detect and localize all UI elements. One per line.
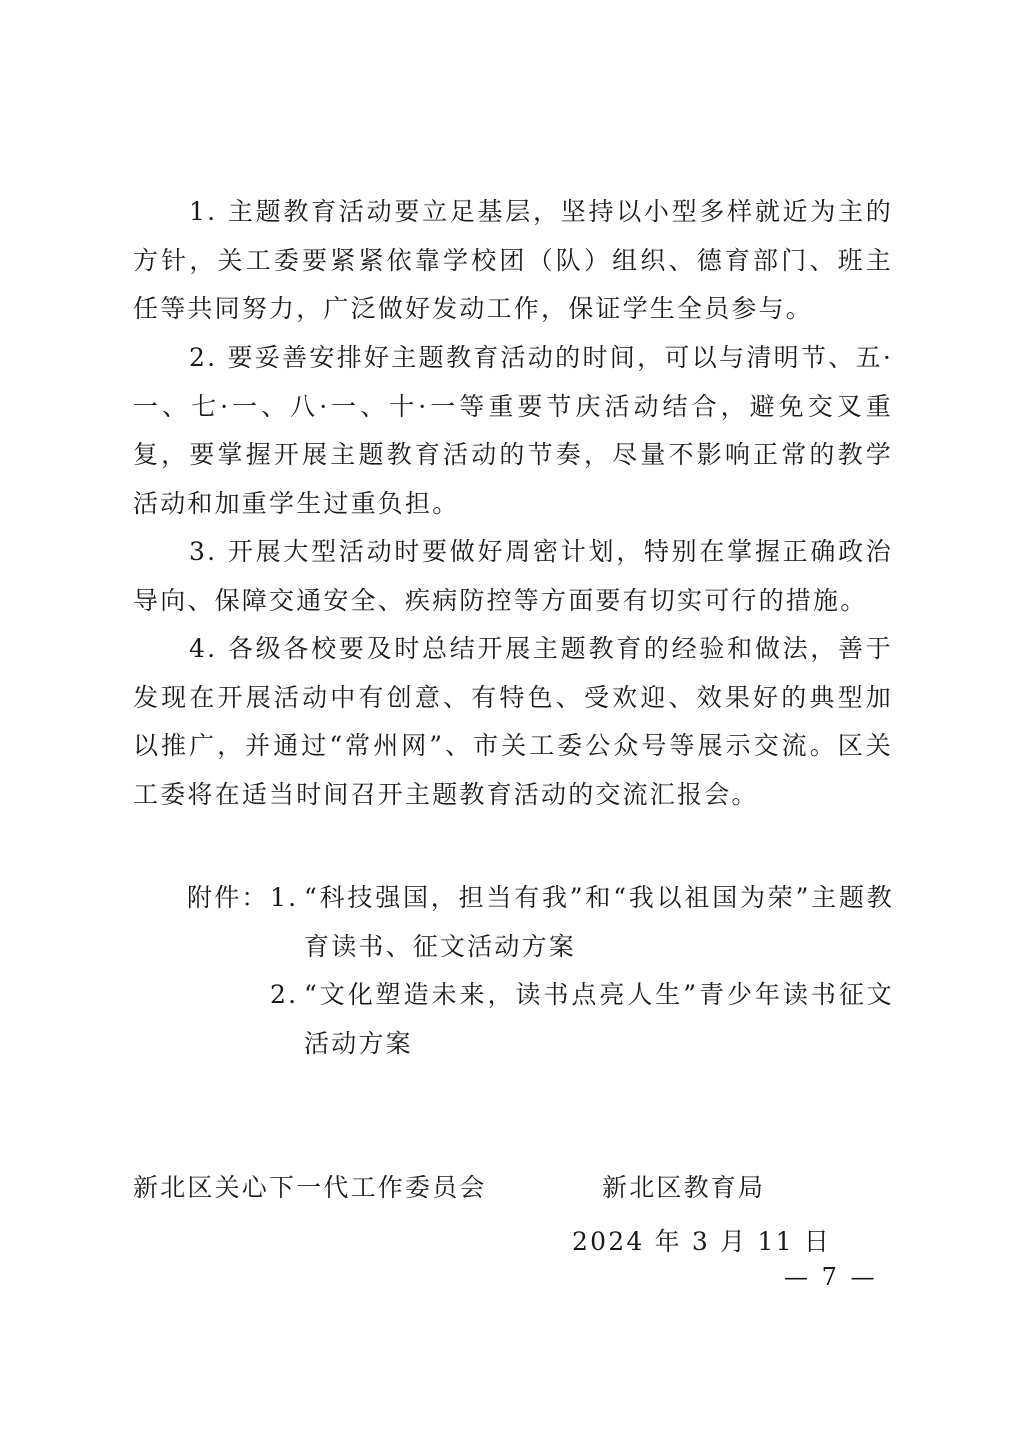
issuing-organization-2: 新北区教育局 (602, 1173, 766, 1202)
paragraph-4: 4. 各级各校要及时总结开展主题教育的经验和做法，善于发现在开展活动中有创意、有特色、受欢迎、效果好的典型加以推广，并通过“常州网”、市关工委公众号等展示交流。区关工委将在适当时间召开主题教育活动的交流汇报会。 (133, 634, 893, 809)
attachments-label: 附件： (187, 883, 269, 912)
attachment-number: 1. (270, 883, 299, 912)
issue-date: 2024 年 3 月 11 日 (572, 1227, 832, 1256)
paragraph-3: 3. 开展大型活动时要做好周密计划，特别在掌握正确政治导向、保障交通安全、疾病防控等方面要有切实可行的措施。 (133, 537, 893, 615)
attachment-number: 2. (270, 980, 299, 1009)
page-number: — 7 — (784, 1263, 878, 1291)
paragraph-2: 2. 要妥善安排好主题教育活动的时间，可以与清明节、五·一、七·一、八·一、十·一等重要节庆活动结合，避免交叉重复，要掌握开展主题教育活动的节奏，尽量不影响正常的教学活动和加重学生过重负担。 (133, 343, 893, 518)
attachment-title: “文化塑造未来，读书点亮人生”青少年读书征文活动方案 (304, 980, 894, 1058)
issuing-organization-1: 新北区关心下一代工作委员会 (133, 1173, 487, 1202)
paragraph-1: 1. 主题教育活动要立足基层，坚持以小型多样就近为主的方针，关工委要紧紧依靠学校团（队）组织、德育部门、班主任等共同努力，广泛做好发动工作，保证学生全员参与。 (133, 197, 893, 323)
attachment-title: “科技强国，担当有我”和“我以祖国为荣”主题教育读书、征文活动方案 (304, 883, 894, 961)
